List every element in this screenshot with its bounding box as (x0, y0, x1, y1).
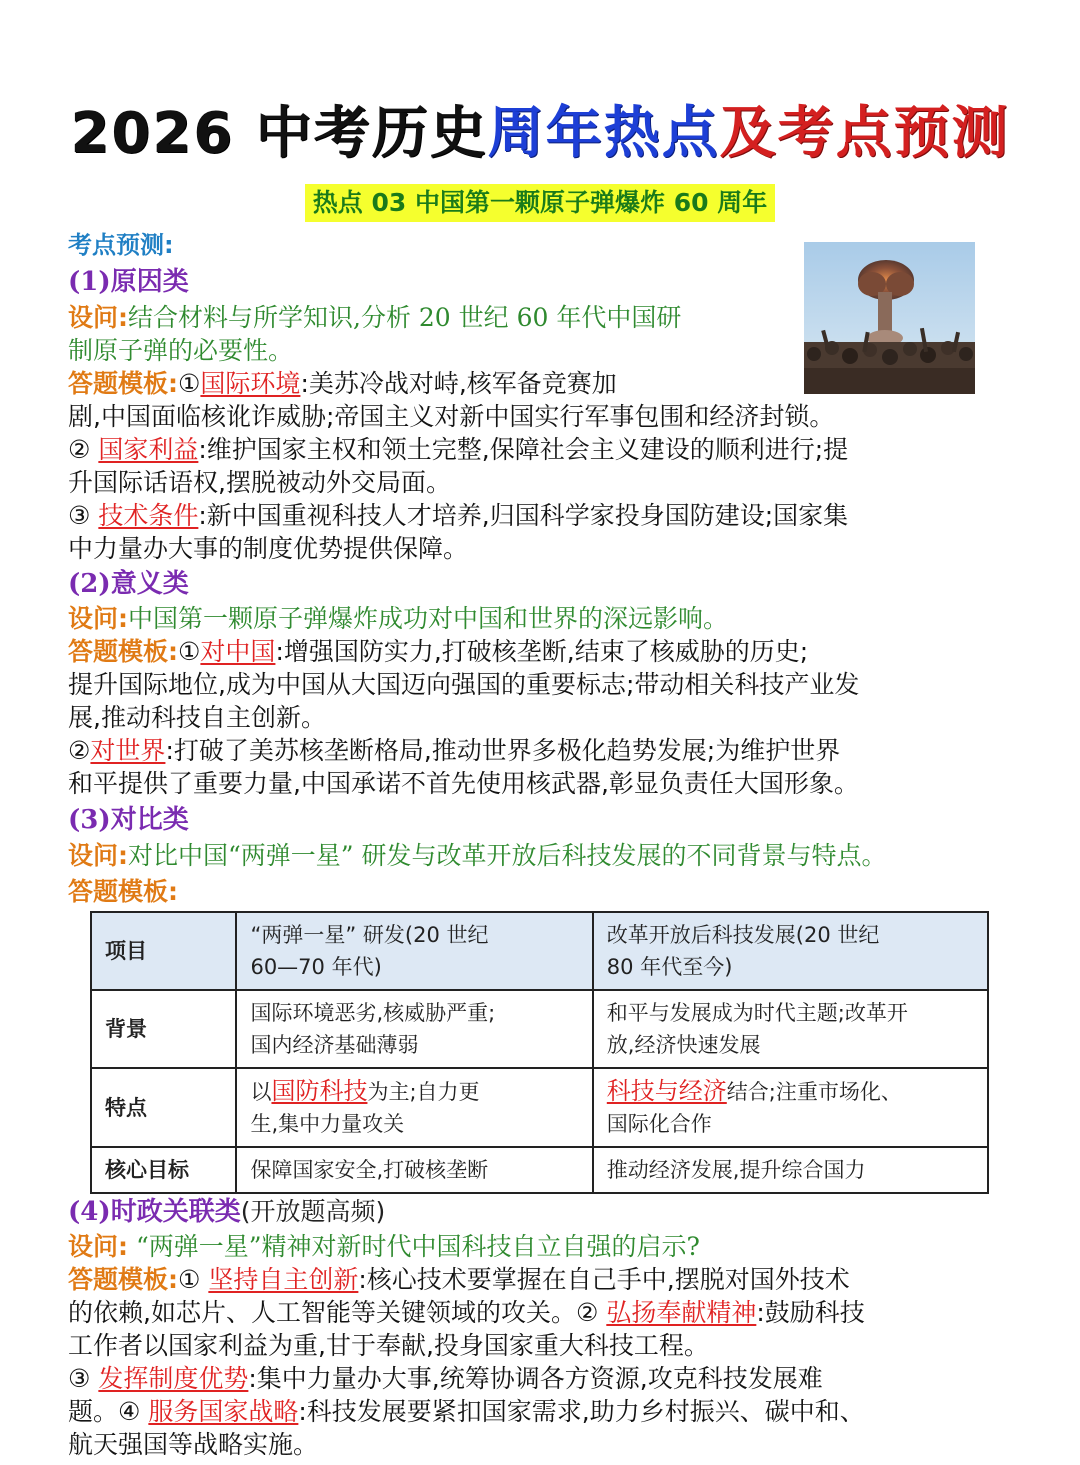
table-header-cell (593, 912, 988, 990)
answer-text: :集中力量办大事,统筹协调各方资源,攻克科技发展难 (248, 1364, 823, 1393)
answer-text: :增强国防实力,打破核垄断,结束了核威胁的历史; (275, 637, 809, 666)
answer-line (68, 1396, 865, 1428)
answer-line (68, 1264, 850, 1296)
answer-text: :打破了美苏核垄断格局,推动世界多极化趋势发展;为维护世界 (165, 736, 841, 765)
marker: ③ (68, 501, 99, 530)
table-cell (593, 990, 988, 1068)
title-part-blue: 周年热点 (487, 101, 720, 166)
table-cell (593, 1068, 988, 1147)
answer-text: :美苏冷战对峙,核军备竞赛加 (300, 369, 617, 398)
table-cell (236, 1068, 592, 1147)
section-4-question (68, 1231, 700, 1263)
section-2-heading: (2)意义类 (68, 569, 189, 599)
question-text: 结合材料与所学知识,分析 20 世纪 60 年代中国研 (128, 303, 682, 332)
marker: ② (68, 435, 99, 464)
section-1-heading: (1)原因类 (68, 267, 189, 297)
mushroom-cloud-photo (804, 242, 975, 394)
section-2-question (68, 603, 728, 635)
table-row (91, 1147, 988, 1193)
header-line: 改革开放后科技发展(20 世纪 (606, 923, 880, 947)
keyword-dedication-spirit: 弘扬奉献精神 (606, 1298, 757, 1327)
answer-line: 剧,中国面临核讹诈威胁;帝国主义对新中国实行军事包围和经济封锁。 (68, 402, 835, 431)
keyword-for-world: 对世界 (90, 736, 166, 765)
question-text: 对比中国“两弹一星” 研发与改革开放后科技发展的不同背景与特点。 (128, 841, 887, 870)
section-3-question (68, 840, 887, 872)
marker: ① (178, 637, 201, 666)
keyword-defense-tech: 国防科技 (271, 1077, 368, 1105)
cell-text: 为主;自力更 (367, 1080, 480, 1104)
table-cell: 推动经济发展,提升综合国力 (593, 1147, 988, 1193)
answer-line: 中力量办大事的制度优势提供保障。 (68, 534, 469, 563)
table-header-cell (236, 912, 592, 990)
cell-line (250, 1075, 578, 1108)
answer-text: 题。④ (68, 1397, 149, 1426)
page-title (0, 96, 1080, 172)
answer-line: 和平提供了重要力量,中国承诺不首先使用核武器,彰显负责任大国形象。 (68, 769, 859, 798)
answer-text: :新中国重视科技人才培养,归国科学家投身国防建设;国家集 (198, 501, 849, 530)
keyword-international-environment: 国际环境 (200, 369, 301, 398)
cell-line (607, 1075, 974, 1108)
marker: ① (178, 1265, 209, 1294)
template-label: 答题模板: (68, 637, 178, 666)
question-text-cont: 制原子弹的必要性。 (68, 336, 294, 365)
header-line: 80 年代至今) (606, 955, 733, 979)
marker: ② (68, 736, 91, 765)
table-cell (236, 990, 592, 1068)
answer-line (68, 368, 617, 400)
subtitle-banner (0, 184, 1080, 222)
ask-label: 设问: (68, 1232, 128, 1261)
cell-line: 国内经济基础薄弱 (250, 1033, 419, 1057)
answer-line: 工作者以国家利益为重,甘于奉献,投身国家重大科技工程。 (68, 1331, 709, 1360)
answer-text: :核心技术要掌握在自己手中,摆脱对国外技术 (358, 1265, 850, 1294)
table-cell: 保障国家安全,打破核垄断 (236, 1147, 592, 1193)
table-row (91, 990, 988, 1068)
answer-line: 航天强国等战略实施。 (68, 1430, 319, 1459)
answer-line (68, 1363, 823, 1395)
title-part-red: 及考点预测 (719, 101, 1010, 166)
answer-line: 升国际话语权,摆脱被动外交局面。 (68, 468, 451, 497)
keyword-independent-innovation: 坚持自主创新 (208, 1265, 359, 1294)
header-line: 60—70 年代) (250, 955, 382, 979)
template-label: 答题模板: (68, 1265, 178, 1294)
cell-line: 生,集中力量攻关 (250, 1112, 405, 1136)
title-part-black: 2026 中考历史 (70, 101, 488, 166)
keyword-national-strategy: 服务国家战略 (148, 1397, 299, 1426)
section-3-heading: (3)对比类 (68, 805, 189, 835)
marker: ① (178, 369, 201, 398)
template-label: 答题模板: (68, 369, 178, 398)
ask-label: 设问: (68, 303, 128, 332)
answer-line (68, 636, 808, 668)
ask-label: 设问: (68, 604, 128, 633)
keyword-institutional-advantage: 发挥制度优势 (98, 1364, 249, 1393)
answer-line: 展,推动科技自主创新。 (68, 703, 326, 732)
cell-line: 国际化合作 (606, 1112, 712, 1136)
keyword-tech-economy: 科技与经济 (606, 1077, 727, 1105)
question-text: 中国第一颗原子弹爆炸成功对中国和世界的深远影响。 (128, 604, 729, 633)
template-label: 答题模板: (68, 877, 178, 906)
keyword-technical-conditions: 技术条件 (98, 501, 199, 530)
predict-label: 考点预测: (68, 231, 174, 259)
cell-text: 结合;注重市场化、 (726, 1080, 902, 1104)
comparison-table (90, 911, 989, 1194)
answer-line (68, 500, 848, 532)
question-text: “两弹一星”精神对新时代中国科技自立自强的启示? (128, 1232, 700, 1261)
answer-line: 提升国际地位,成为中国从大国迈向强国的重要标志;带动相关科技产业发 (68, 670, 860, 699)
section-4-heading (68, 1196, 385, 1228)
cell-line: 和平与发展成为时代主题;改革开 (606, 1001, 908, 1025)
cell-line: 国际环境恶劣,核威胁严重; (250, 1001, 496, 1025)
answer-text: :科技发展要紧扣国家需求,助力乡村振兴、碳中和、 (298, 1397, 865, 1426)
cell-text: 以 (250, 1080, 272, 1104)
section-1-question (68, 302, 681, 334)
answer-text: :维护国家主权和领土完整,保障社会主义建设的顺利进行;提 (198, 435, 849, 464)
ask-label: 设问: (68, 841, 128, 870)
answer-text: :鼓励科技 (756, 1298, 865, 1327)
answer-line (68, 434, 848, 466)
row-label: 特点 (91, 1068, 236, 1147)
section-4-heading-note: (开放题高频) (240, 1197, 386, 1226)
subtitle: 热点 03 中国第一颗原子弹爆炸 60 周年 (305, 184, 775, 222)
table-row (91, 1068, 988, 1147)
mushroom-cloud-illustration (804, 242, 975, 394)
answer-line (68, 735, 840, 767)
cell-line: 放,经济快速发展 (606, 1033, 761, 1057)
keyword-national-interest: 国家利益 (98, 435, 199, 464)
table-header-cell: 项目 (91, 912, 236, 990)
keyword-for-china: 对中国 (200, 637, 276, 666)
row-label: 背景 (91, 990, 236, 1068)
row-label: 核心目标 (91, 1147, 236, 1193)
answer-line (68, 1297, 865, 1329)
section-4-heading-text: (4)时政关联类 (68, 1197, 241, 1227)
table-header-row (91, 912, 988, 990)
header-line: “两弹一星” 研发(20 世纪 (250, 923, 489, 947)
marker: ③ (68, 1364, 99, 1393)
answer-text: 的依赖,如芯片、人工智能等关键领域的攻关。② (68, 1298, 607, 1327)
